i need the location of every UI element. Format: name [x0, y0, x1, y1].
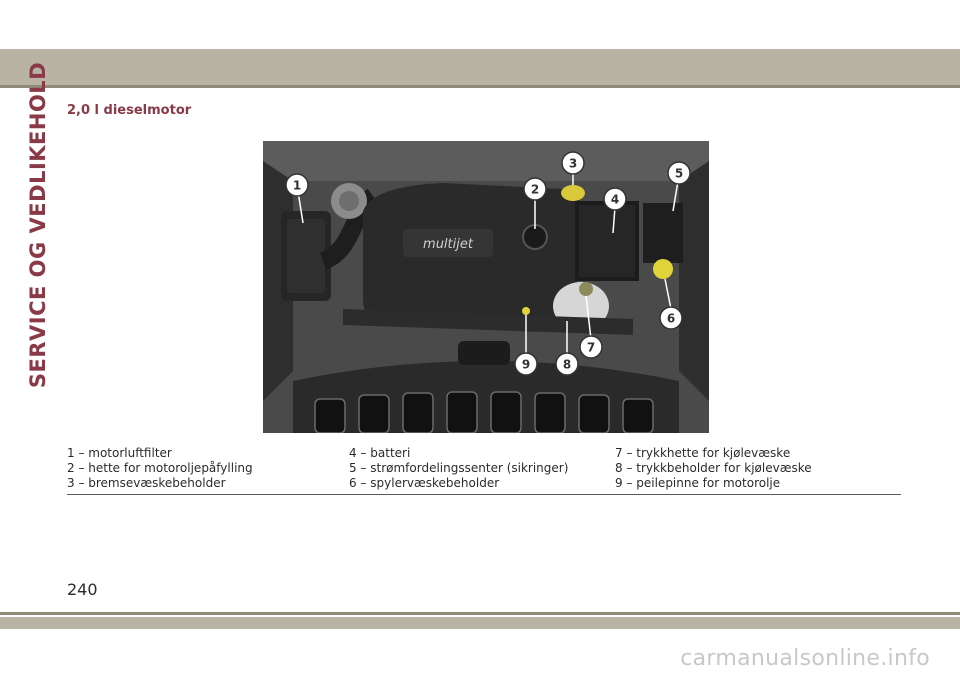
- callout-7: [580, 336, 602, 358]
- header-band-line: [0, 85, 960, 88]
- svg-text:2: 2: [530, 182, 540, 197]
- legend-column-3: [615, 446, 901, 491]
- chapter-side-title: [24, 61, 52, 389]
- legend-item: 6 – spylervæskebeholder: [349, 476, 500, 490]
- legend-item: 4 – batteri: [349, 446, 411, 460]
- callout-5: [668, 162, 690, 184]
- engine-cover-logo: multijet: [423, 237, 473, 252]
- callout-1: [286, 174, 308, 196]
- legend-item: 2 – hette for motoroljepåfylling: [67, 461, 253, 475]
- callout-2: [524, 178, 546, 200]
- legend-item: 3 – bremsevæskebeholder: [67, 476, 226, 490]
- legend-item: 5 – strømfordelingssenter (sikringer): [349, 461, 569, 475]
- svg-text:7: 7: [586, 340, 596, 355]
- callout-3: [562, 152, 584, 174]
- svg-text:9: 9: [521, 357, 531, 372]
- footer-band-line: [0, 612, 960, 615]
- callout-8: [556, 353, 578, 375]
- callout-6: [660, 307, 682, 329]
- legend-column-1: [67, 446, 349, 491]
- figure-legend: [67, 446, 901, 495]
- svg-text:1: 1: [292, 178, 302, 193]
- legend-item: 8 – trykkbeholder for kjølevæske: [615, 461, 812, 475]
- svg-text:4: 4: [610, 192, 620, 207]
- svg-text:8: 8: [562, 357, 572, 372]
- legend-column-2: [349, 446, 615, 491]
- legend-item: 7 – trykkhette for kjølevæske: [615, 446, 791, 460]
- watermark: carmanualsonline.info: [680, 646, 930, 671]
- chapter-side-title-text: SERVICE OG VEDLIKEHOLD: [26, 61, 51, 389]
- legend-item: 1 – motorluftfilter: [67, 446, 172, 460]
- engine-bay-illustration: [263, 141, 709, 433]
- callout-9: [515, 353, 537, 375]
- engine-bay-figure: [263, 141, 709, 433]
- header-band: [0, 49, 960, 85]
- footer-band: [0, 617, 960, 629]
- section-title: 2,0 l dieselmotor: [67, 103, 192, 118]
- callout-4: [604, 188, 626, 210]
- svg-text:5: 5: [674, 166, 684, 181]
- svg-text:3: 3: [568, 156, 578, 171]
- page-number: 240: [67, 580, 98, 599]
- svg-text:6: 6: [666, 311, 676, 326]
- legend-item: 9 – peilepinne for motorolje: [615, 476, 781, 490]
